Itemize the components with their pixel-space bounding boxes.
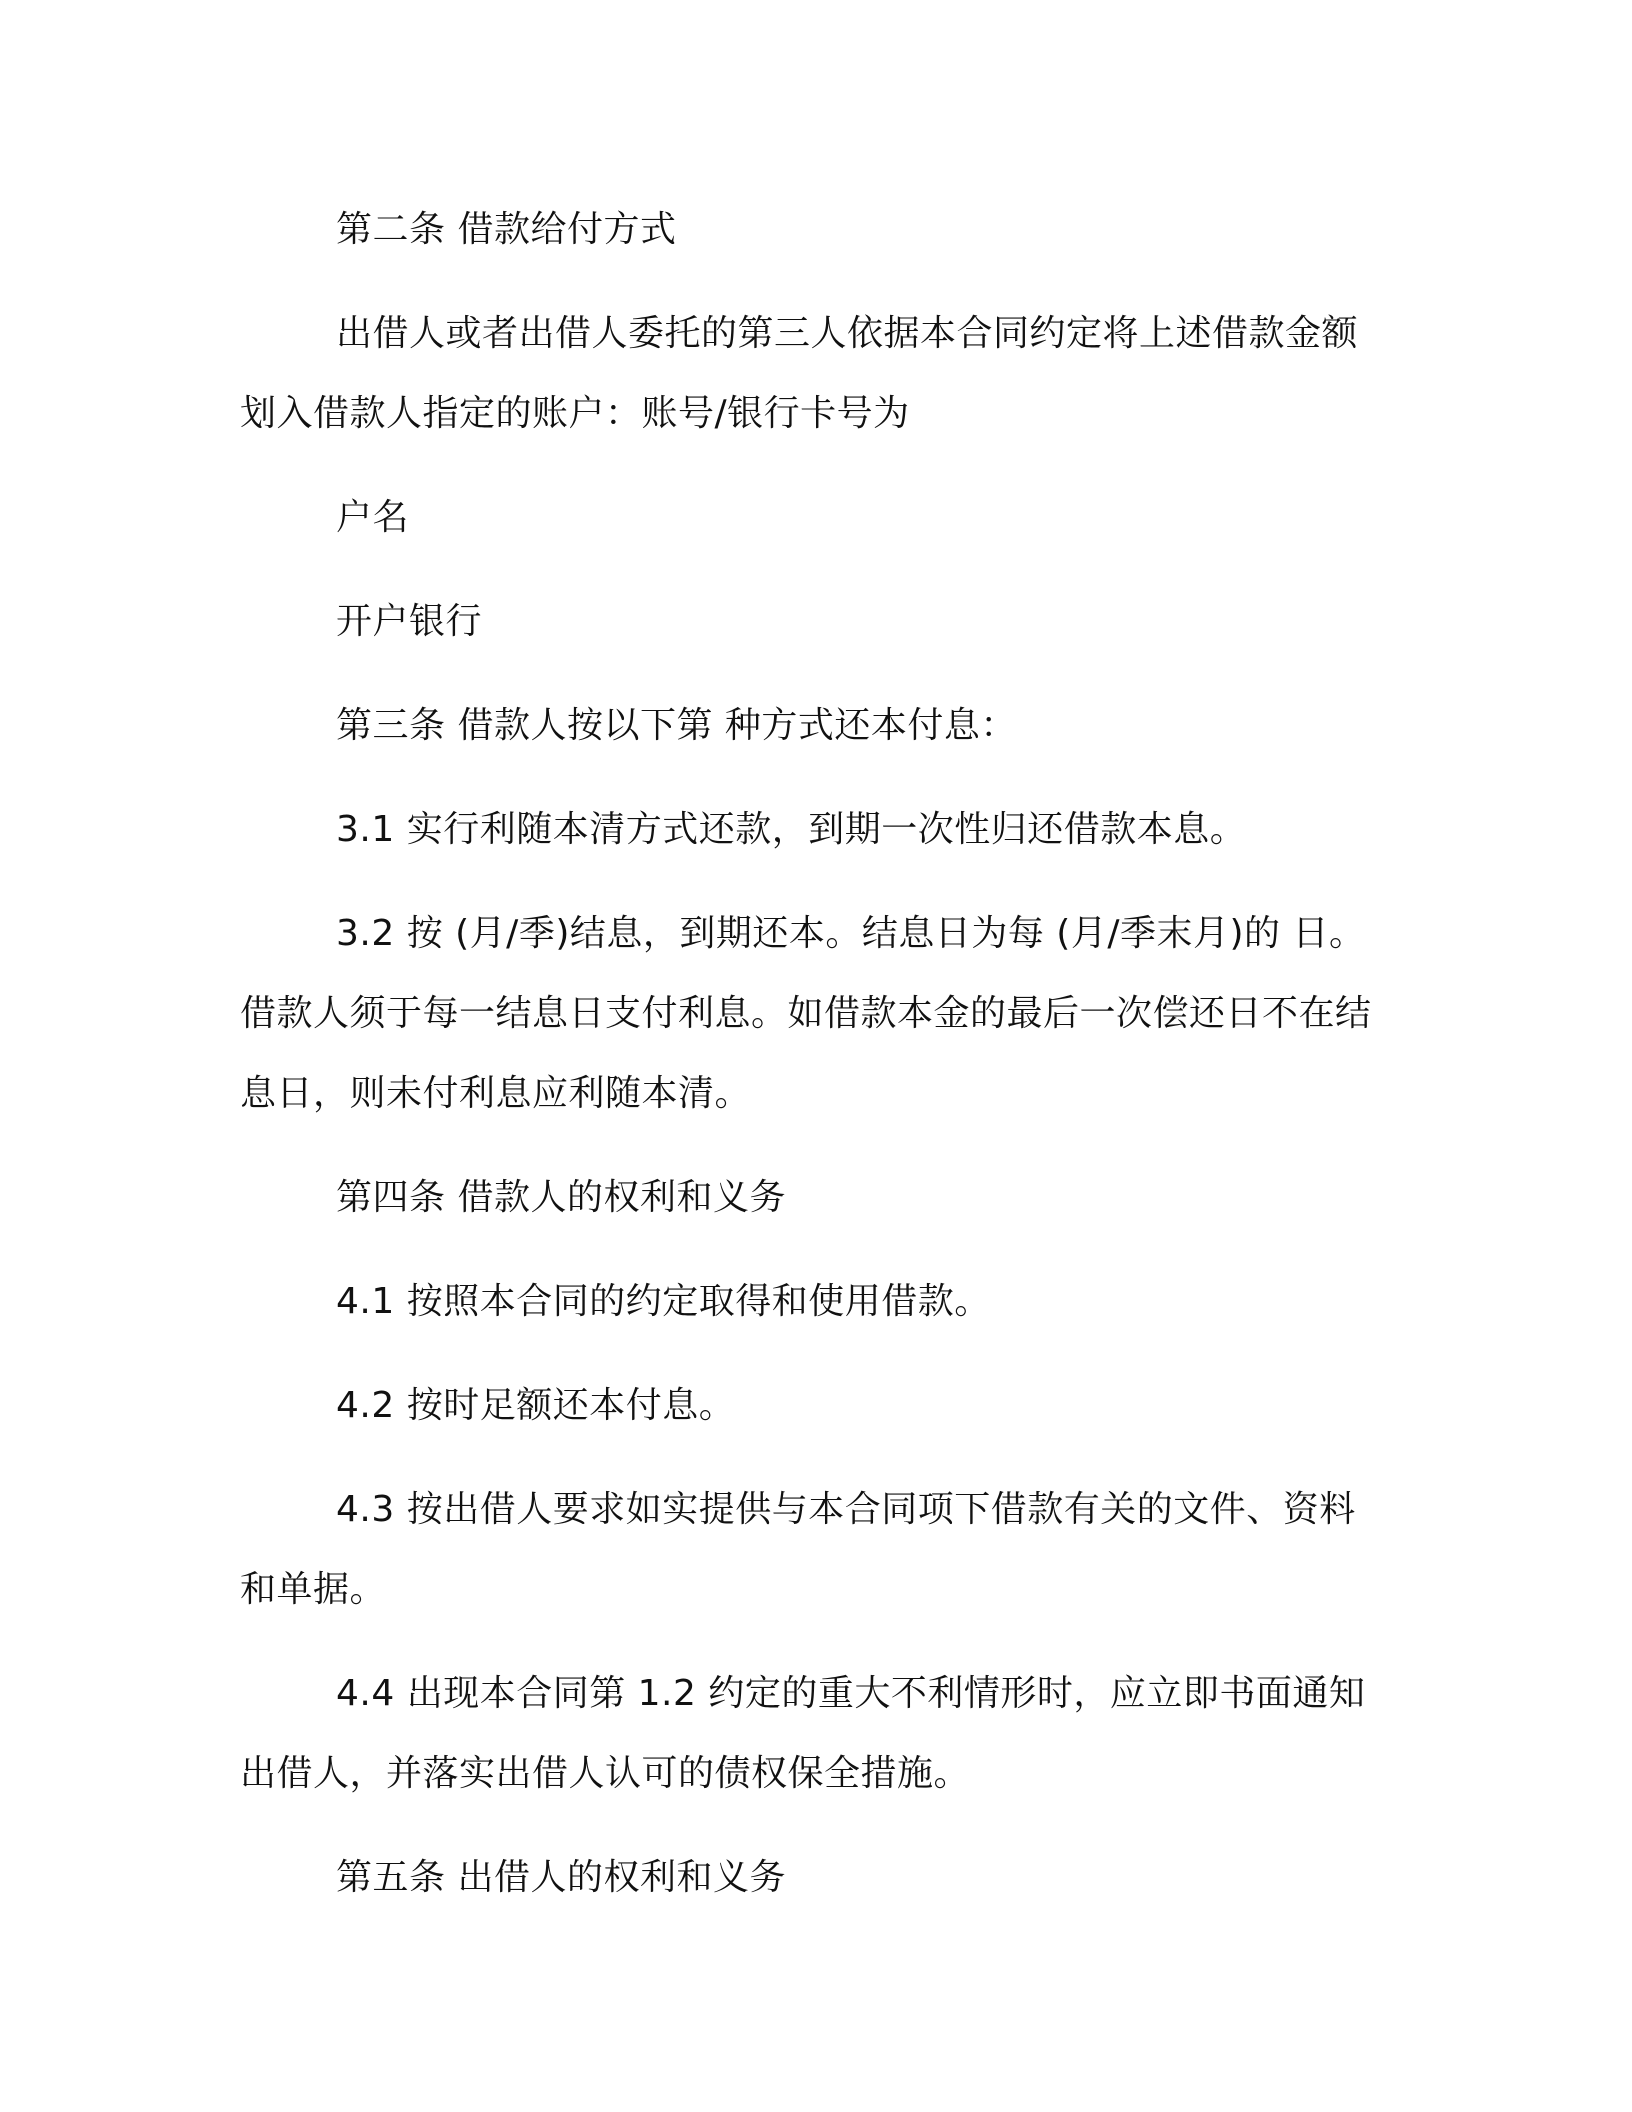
article-5-heading: 第五条 出借人的权利和义务 <box>336 1857 786 1898</box>
clause-3-2: 3.2 按 (月/季)结息，到期还本。结息日为每 (月/季末月)的 日。借款人须于每一结息日支付利息。如借款本金的最后一次偿还日不在结息日，则未付利息应利随本清。 <box>240 913 1372 1114</box>
clause-4-2: 4.2 按时足额还本付息。 <box>336 1385 736 1426</box>
clause-4-3: 4.3 按出借人要求如实提供与本合同项下借款有关的文件、资料和单据。 <box>240 1489 1356 1610</box>
clause-4-1: 4.1 按照本合同的约定取得和使用借款。 <box>336 1281 991 1322</box>
document-body <box>240 190 1390 1942</box>
article-4-heading: 第四条 借款人的权利和义务 <box>336 1177 786 1218</box>
article-2-payment-account-text: 出借人或者出借人委托的第三人依据本合同约定将上述借款金额划入借款人指定的账户：账号/银行卡号为 <box>240 313 1359 434</box>
account-name-label: 户名 <box>336 497 410 538</box>
clause-4-4: 4.4 出现本合同第 1.2 约定的重大不利情形时，应立即书面通知出借人，并落实出借人认可的债权保全措施。 <box>240 1673 1366 1794</box>
clause-3-1: 3.1 实行利随本清方式还款，到期一次性归还借款本息。 <box>336 809 1247 850</box>
article-3-heading: 第三条 借款人按以下第 种方式还本付息： <box>336 705 1017 746</box>
bank-name-label: 开户银行 <box>336 601 483 642</box>
article-2-heading: 第二条 借款给付方式 <box>336 209 677 250</box>
